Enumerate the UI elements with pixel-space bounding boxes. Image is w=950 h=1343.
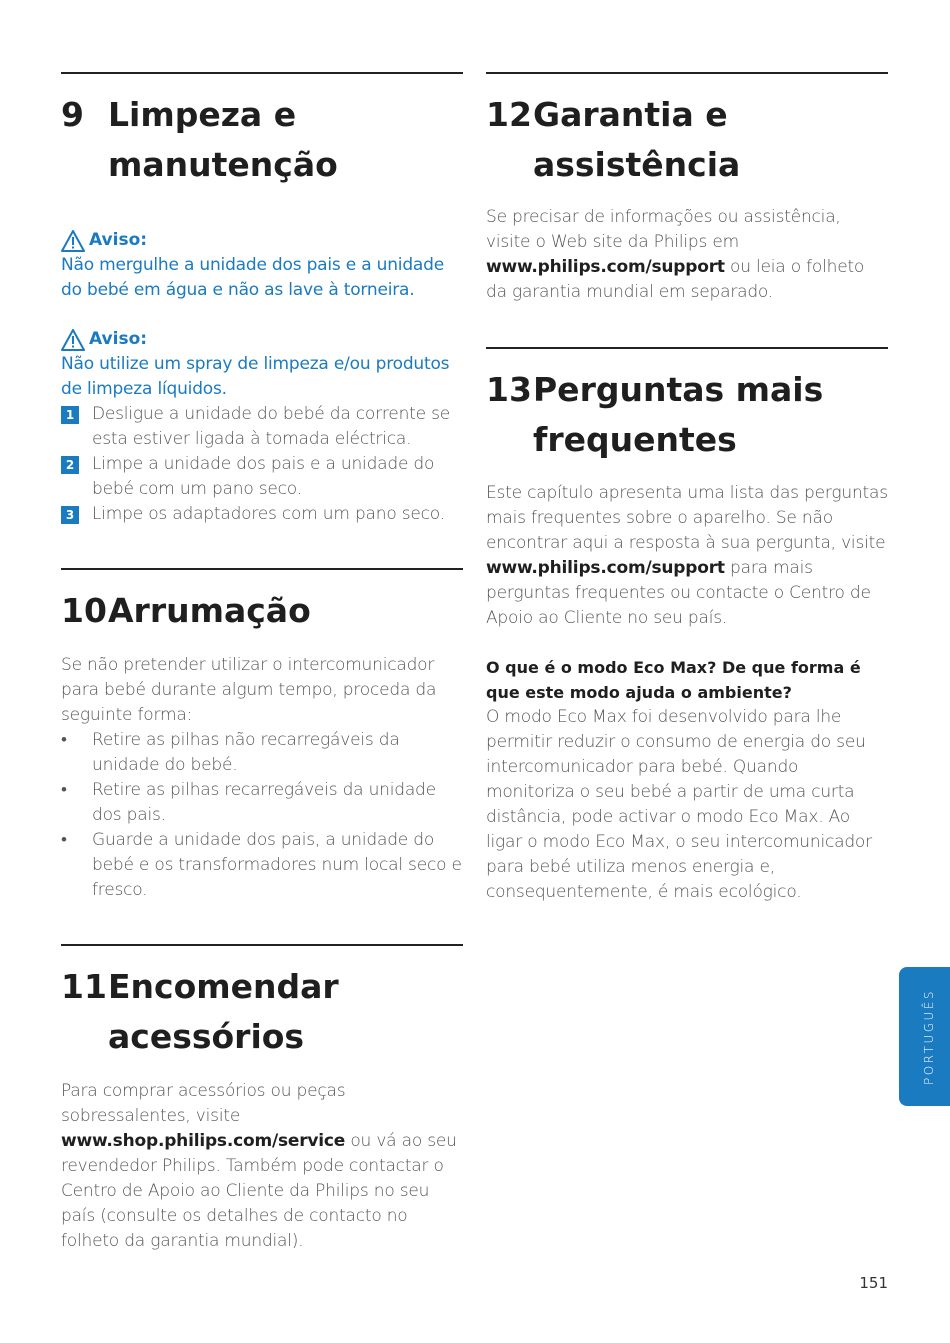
- section-heading: [486, 365, 888, 465]
- section-storage: [61, 568, 463, 903]
- step-item: [61, 452, 463, 502]
- body-text-part: ou vá ao seu revendedor Philips. Também pode contactar o Centro de Apoio ao Cliente da Philips no seu país (consulte os detalhes de contacto no folheto da garantia mundial).: [61, 1131, 457, 1251]
- warning-triangle-icon: [61, 230, 85, 252]
- list-item-text: Guarde a unidade dos pais, a unidade do bebé e os transformadores num local seco e fresco.: [92, 830, 462, 900]
- body-text-part: Este capítulo apresenta uma lista das perguntas mais frequentes sobre o aparelho. Se não encontrar aqui a resposta à sua pergunta, visite: [486, 483, 888, 553]
- section-number: 9: [61, 95, 84, 134]
- support-link[interactable]: www.philips.com/support: [486, 558, 725, 578]
- section-number: 11: [61, 967, 107, 1006]
- section-cleaning: [61, 72, 463, 527]
- bullet-marker: •: [61, 730, 67, 750]
- section-title: Garantia e assistência: [533, 95, 741, 184]
- step-number-badge: 1: [61, 406, 79, 424]
- body-text-part: Para comprar acessórios ou peças sobressalentes, visite: [61, 1081, 346, 1126]
- section-title: Perguntas mais frequentes: [533, 370, 824, 459]
- list-item: [61, 778, 463, 828]
- list-item-text: Retire as pilhas recarregáveis da unidade dos pais.: [92, 780, 436, 825]
- steps-list: [61, 402, 463, 527]
- warning-heading: [61, 228, 463, 253]
- section-heading: [61, 90, 463, 190]
- body-text-part: Se precisar de informações ou assistência, visite o Web site da Philips em: [486, 207, 841, 252]
- step-text: Desligue a unidade do bebé da corrente se esta estiver ligada à tomada eléctrica.: [92, 404, 450, 449]
- section-heading: [486, 90, 888, 190]
- faq-answer: O modo Eco Max foi desenvolvido para lhe permitir reduzir o consumo de energia do seu intercomunicador para bebé. Quando monitoriza o seu bebé a partir de uma curta distância, pode activar o modo Eco Max. Ao ligar o modo Eco Max, o seu intercomunicador para bebé utiliza menos energia e, consequentemente, é mais ecológico.: [486, 707, 872, 902]
- step-item: [61, 502, 463, 527]
- section-faq: [486, 347, 888, 905]
- warning-text: Não mergulhe a unidade dos pais e a unidade do bebé em água e não as lave à torneira.: [61, 255, 444, 300]
- bullet-list: [61, 728, 463, 903]
- section-warranty: [486, 72, 888, 305]
- shop-link[interactable]: www.shop.philips.com/service: [61, 1131, 346, 1151]
- warning-heading: [61, 327, 463, 352]
- section-body: [61, 1079, 463, 1254]
- step-text: Limpe a unidade dos pais e a unidade do bebé com um pano seco.: [92, 454, 435, 499]
- section-body: [486, 205, 888, 305]
- list-item: [61, 728, 463, 778]
- section-accessories: [61, 944, 463, 1254]
- step-number-badge: 3: [61, 506, 79, 524]
- step-item: [61, 402, 463, 452]
- language-tab: [899, 967, 950, 1106]
- body-text-part: para mais perguntas frequentes ou contacte o Centro de Apoio ao Cliente no seu país.: [486, 558, 871, 628]
- warning-label: Aviso:: [89, 230, 148, 250]
- section-title: Arrumação: [108, 591, 311, 630]
- warning-label: Aviso:: [89, 329, 148, 349]
- warning-triangle-icon: [61, 329, 85, 351]
- bullet-marker: •: [61, 780, 67, 800]
- list-item-text: Retire as pilhas não recarregáveis da unidade do bebé.: [92, 730, 400, 775]
- bullet-marker: •: [61, 830, 67, 850]
- section-body: [486, 481, 888, 631]
- section-title: Encomendar acessórios: [108, 967, 339, 1056]
- support-link[interactable]: www.philips.com/support: [486, 257, 725, 277]
- left-column: [61, 72, 463, 1254]
- body-text-part: ou leia o folheto da garantia mundial em separado.: [486, 257, 865, 302]
- section-heading: [61, 962, 463, 1062]
- step-text: Limpe os adaptadores com um pano seco.: [92, 504, 445, 524]
- section-heading: [61, 586, 463, 636]
- page-number: 151: [859, 1274, 888, 1292]
- section-intro: Se não pretender utilizar o intercomunicador para bebé durante algum tempo, proceda da seguinte forma:: [61, 655, 437, 725]
- section-number: 10: [61, 591, 107, 630]
- section-number: 13: [486, 370, 532, 409]
- section-number: 12: [486, 95, 532, 134]
- section-title: Limpeza e manutenção: [108, 95, 338, 184]
- language-tab-label: PORTUGUÊS: [922, 988, 936, 1085]
- warning-text: Não utilize um spray de limpeza e/ou produtos de limpeza líquidos.: [61, 354, 450, 399]
- list-item: [61, 828, 463, 903]
- right-column: [486, 72, 888, 905]
- faq-question: O que é o modo Eco Max? De que forma é que este modo ajuda o ambiente?: [486, 658, 861, 702]
- step-number-badge: 2: [61, 456, 79, 474]
